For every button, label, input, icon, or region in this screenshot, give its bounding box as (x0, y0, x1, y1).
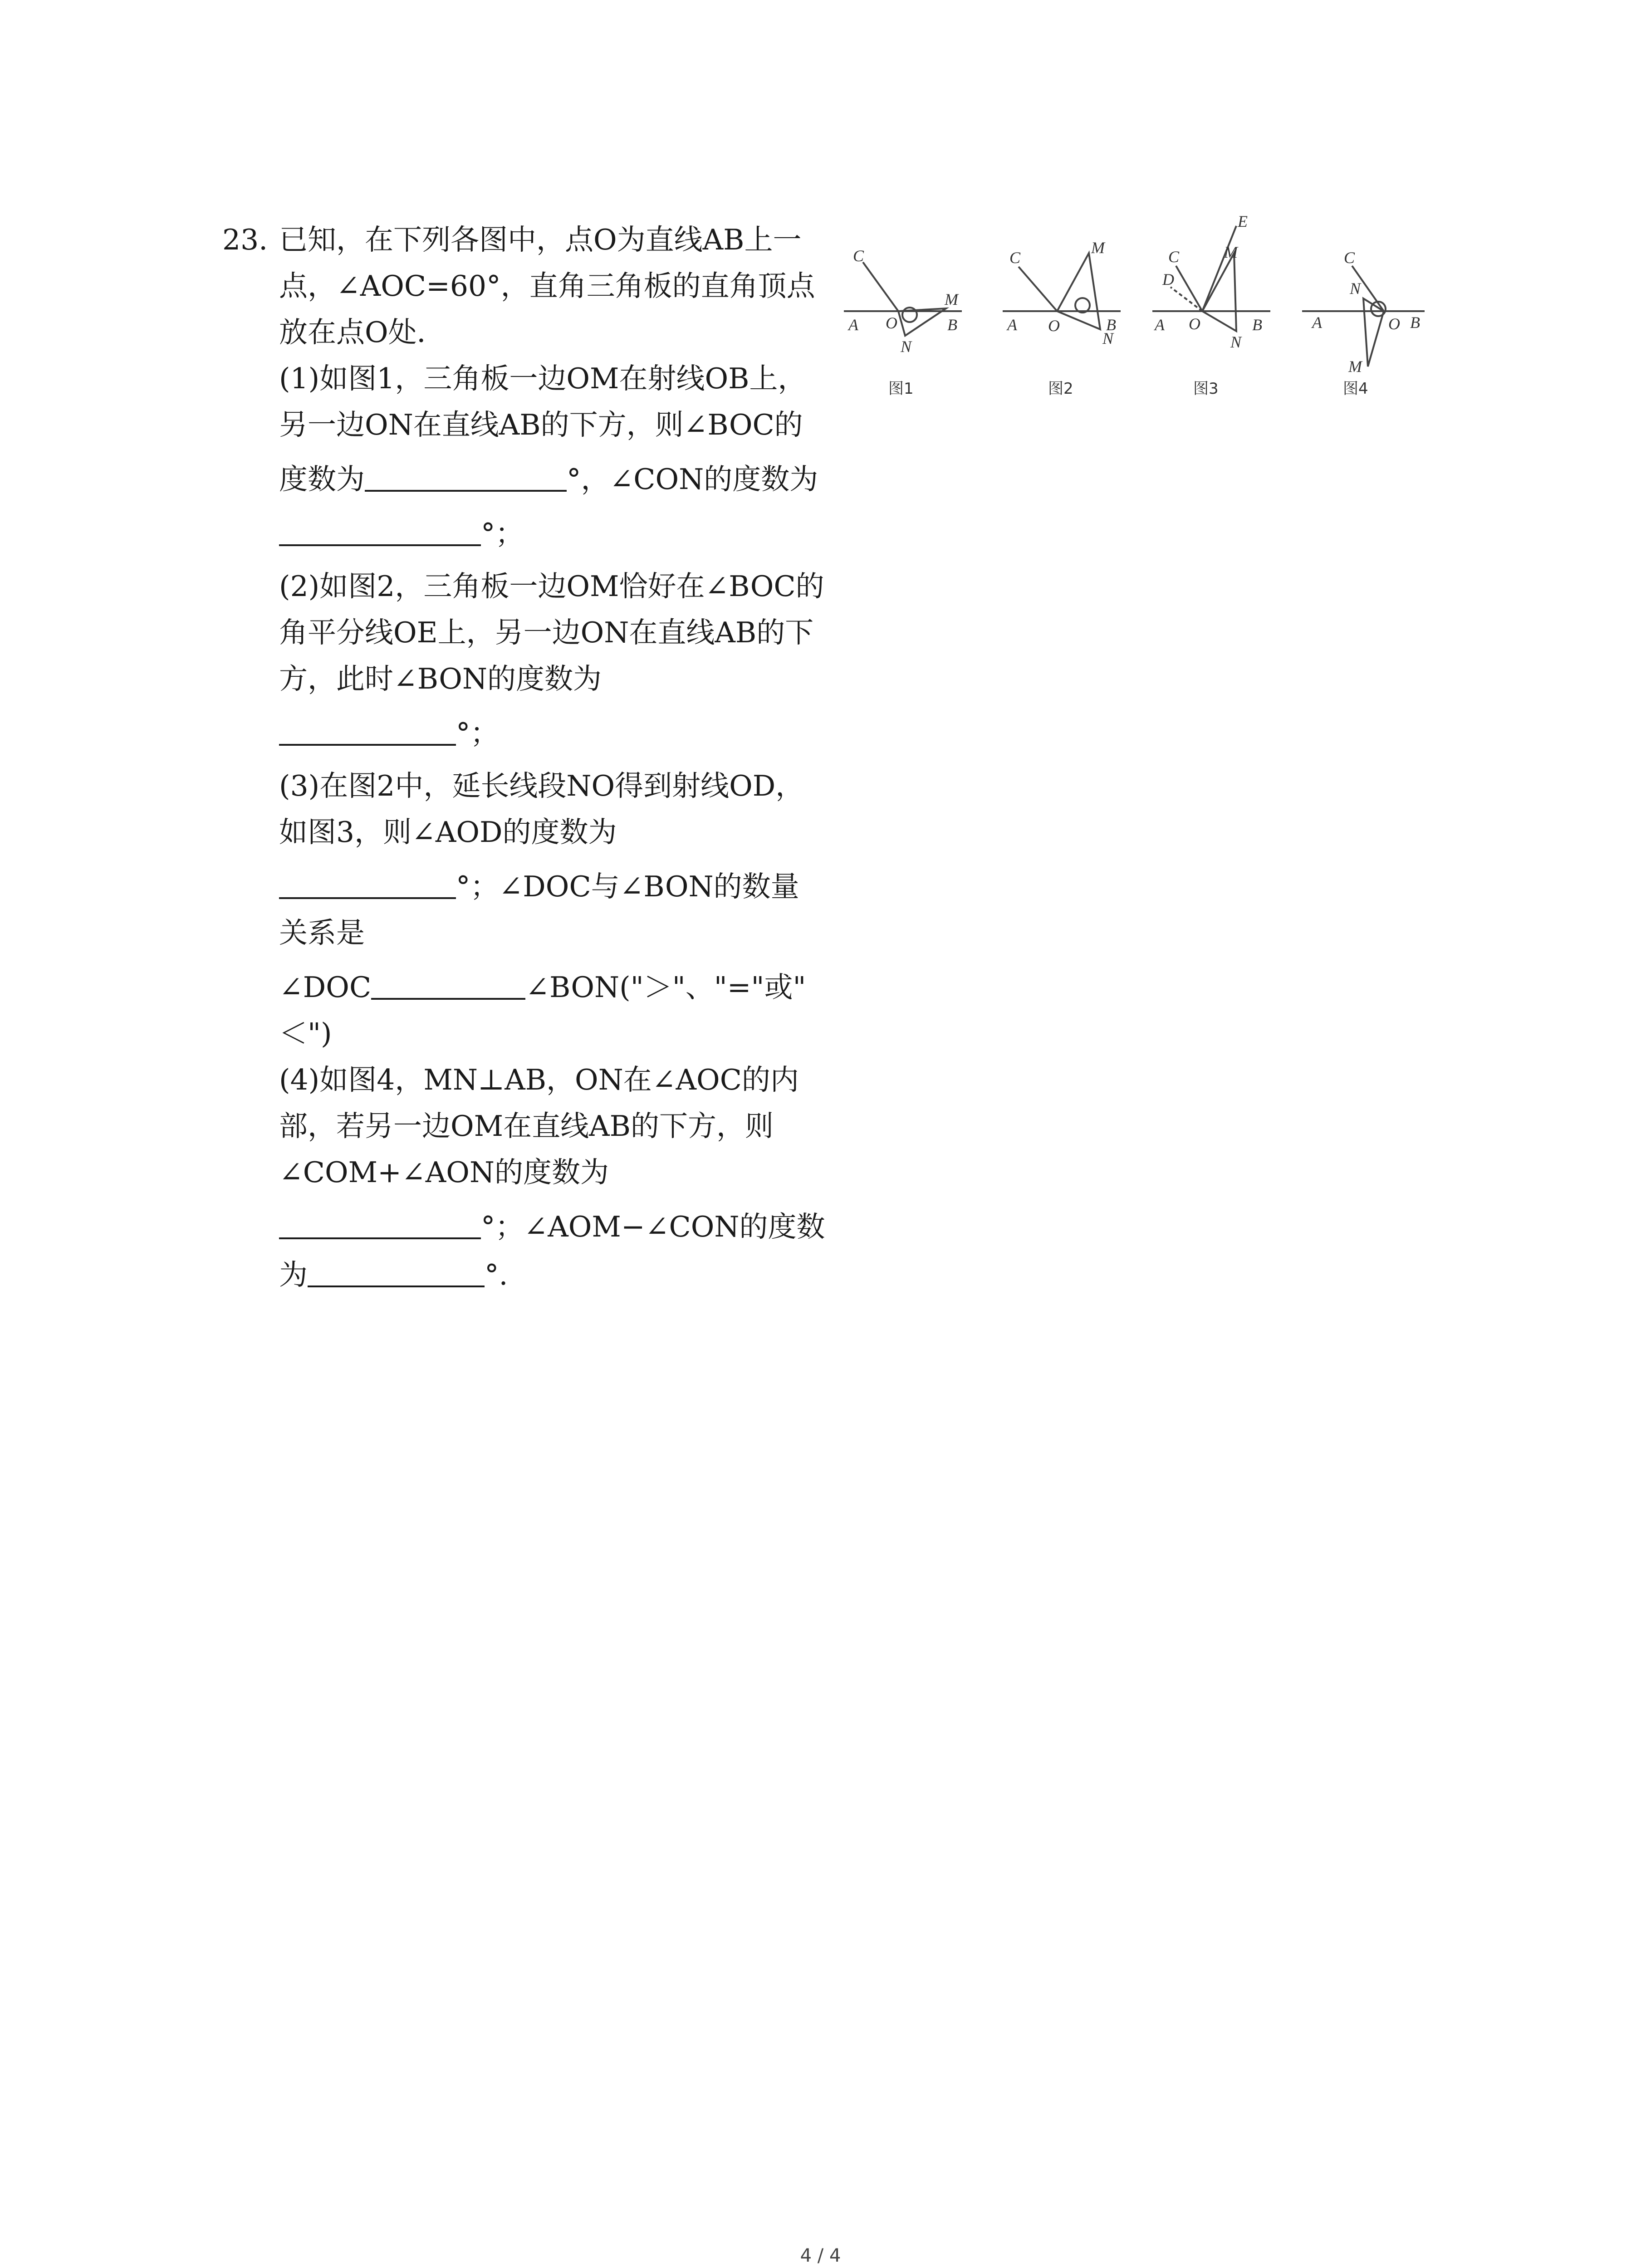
q1-line-3 (279, 455, 848, 503)
figures-svg (835, 212, 1461, 412)
q2-line-3: 方，此时∠BON的度数为 (279, 662, 602, 695)
fig3-label-n: N (1230, 333, 1242, 351)
q4-line-1: (4)如图4，MN⊥AB，ON在∠AOC的内 (279, 1063, 799, 1096)
problem-body (279, 217, 848, 1298)
fig3-caption: 图3 (1193, 380, 1219, 398)
fig1-label-m: M (945, 290, 958, 308)
fig3-label-o: O (1189, 315, 1200, 333)
fig2-label-n: N (1102, 329, 1114, 347)
q4-text-f: °. (485, 1258, 508, 1291)
problem-23 (222, 217, 848, 1298)
q3-line-4: 关系是 (279, 916, 365, 949)
fig4-label-c: C (1344, 249, 1355, 267)
intro-line-2: 点，∠AOC=60°，直角三角板的直角顶点 (279, 269, 815, 303)
q3-text-c: °；∠DOC与∠BON的数量 (456, 870, 799, 903)
fig3-label-a: A (1155, 316, 1165, 334)
fig1-label-n: N (901, 337, 912, 356)
q1-text-b: °，∠CON的度数为 (567, 463, 818, 496)
answer-blank-relation[interactable] (371, 963, 525, 1000)
q3-line-2: 如图3，则∠AOD的度数为 (279, 816, 617, 849)
fig4-label-n: N (1350, 279, 1361, 298)
q1-line-2: 另一边ON在直线AB的下方，则∠BOC的 (279, 408, 803, 441)
fig1-label-o: O (886, 314, 897, 332)
fig2-label-a: A (1007, 316, 1017, 334)
answer-blank-boc[interactable] (365, 455, 567, 492)
fig3-label-c: C (1168, 248, 1180, 266)
intro-line-3: 放在点O处． (279, 316, 446, 349)
q3-line-3 (279, 862, 848, 910)
figure-1 (844, 262, 962, 336)
figures-group (835, 212, 1461, 412)
fig4-label-b: B (1410, 313, 1420, 332)
fig4-label-m: M (1348, 357, 1362, 376)
fig3-label-b: B (1252, 316, 1262, 334)
q4-line-2: 部，若另一边OM在直线AB的下方，则 (279, 1110, 774, 1143)
fig4-label-o: O (1388, 315, 1400, 333)
q3-text-f: ∠BON("＞"、"="或" (525, 971, 806, 1004)
answer-blank-com-aon[interactable] (279, 1202, 481, 1239)
q3-line-1: (3)在图2中，延长线段NO得到射线OD， (279, 769, 804, 802)
fig2-label-m: M (1091, 239, 1105, 257)
answer-blank-con[interactable] (279, 509, 481, 546)
q1-text-a: 度数为 (279, 463, 365, 496)
q1-line-4 (279, 509, 848, 557)
problem-number: 23. (222, 223, 268, 256)
fig2-label-c: C (1009, 249, 1021, 267)
q3-line-6: ＜") (279, 1017, 332, 1050)
fig2-label-o: O (1048, 317, 1060, 335)
fig3-label-d: D (1162, 270, 1174, 288)
q4-text-d: °；∠AOM−∠CON的度数 (481, 1210, 825, 1243)
q4-line-3: ∠COM+∠AON的度数为 (279, 1156, 609, 1189)
q4-line-5 (279, 1250, 848, 1298)
q2-text-d: °； (456, 717, 499, 750)
fig3-label-m: M (1224, 243, 1238, 261)
q1-line-1: (1)如图1，三角板一边OM在射线OB上， (279, 362, 807, 395)
q2-line-2: 角平分线OE上，另一边ON在直线AB的下 (279, 616, 814, 649)
q4-line-4 (279, 1202, 848, 1250)
intro-line-1: 已知，在下列各图中，点O为直线AB上一 (279, 223, 802, 256)
fig4-caption: 图4 (1343, 380, 1368, 398)
answer-blank-aod[interactable] (279, 862, 456, 899)
fig1-caption: 图1 (888, 380, 914, 398)
fig4-label-a: A (1312, 313, 1322, 332)
fig2-label-b: B (1106, 316, 1116, 334)
fig1-label-a: A (848, 316, 858, 334)
q3-line-5 (279, 963, 848, 1011)
fig3-label-e: E (1238, 212, 1248, 230)
q3-text-e: ∠DOC (279, 971, 372, 1004)
q2-line-1: (2)如图2，三角板一边OM恰好在∠BOC的 (279, 570, 824, 603)
q2-line-4 (279, 709, 848, 757)
fig1-label-b: B (947, 316, 957, 334)
page-number: 4 / 4 (800, 2245, 841, 2266)
q4-text-e: 为 (279, 1258, 308, 1291)
q1-text-c: °； (481, 517, 524, 550)
answer-blank-bon[interactable] (279, 709, 456, 746)
fig1-label-c: C (853, 247, 864, 265)
answer-blank-aom-con[interactable] (308, 1250, 485, 1287)
fig2-caption: 图2 (1048, 380, 1073, 398)
